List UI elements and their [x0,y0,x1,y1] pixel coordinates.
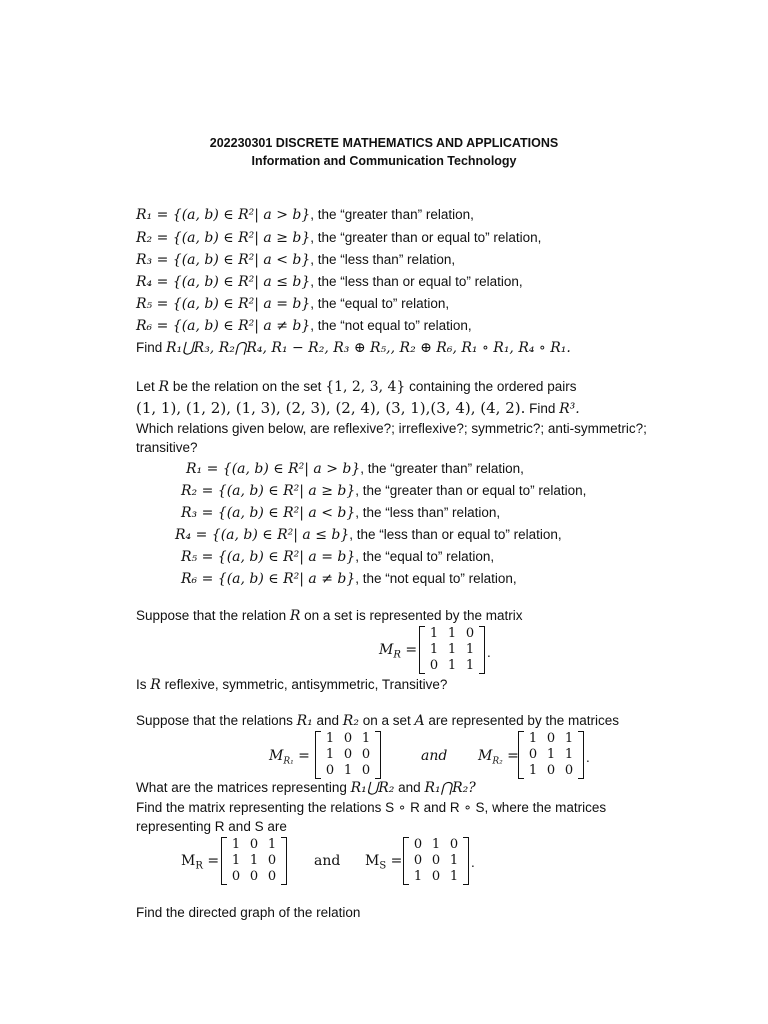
relation-line [136,273,523,291]
matrix-row [315,747,381,763]
text-span: and [312,713,343,728]
relation-desc: , the “less than or equal to” relation, [349,527,562,542]
matrix-cell: 0 [267,853,277,868]
matrix-cell: 1 [564,747,574,762]
relation-desc: , the “greater than” relation, [310,207,474,222]
matrices-intro-line [136,712,619,730]
matrix-row [518,763,584,779]
matrix-row [315,731,381,747]
directed-graph-line: Find the directed graph of the relation [136,905,361,920]
matrix-cell: 1 [429,642,439,657]
math-expression: R₁⋂R₂? [424,780,476,796]
relation-line [175,526,562,544]
matrix-period: . [487,645,491,660]
matrix-cell: 0 [564,763,574,778]
equals-sign: = [293,748,310,764]
matrix-row [518,747,584,763]
find-operations-line [136,339,571,357]
matrix-mr [221,837,287,885]
matrix-cell: 0 [431,869,441,884]
matrix-row [419,642,485,658]
matrix-cell: 1 [343,763,353,778]
matrix-cell: 1 [528,731,538,746]
matrix-cell: 1 [447,658,457,673]
matrix-row [403,853,469,869]
matrix-cell: 1 [465,658,475,673]
matrix-name: M [269,748,284,764]
matrix-name: M [181,853,196,869]
matrix-row [403,837,469,853]
relation-desc: , the “not equal to” relation, [355,571,517,586]
composite-intro-line: representing R and S are [136,819,287,834]
matrix-name: M [478,748,493,764]
matrix-cell: 1 [325,747,335,762]
matrix-cell: 1 [449,869,459,884]
matrix-cell: 1 [449,853,459,868]
matrix-cell: 1 [413,869,423,884]
matrix-row [403,869,469,885]
ordered-pairs: (1, 1), (1, 2), (1, 3), (2, 3), (2, 4), (3, 1),(3, 4), (4, 2). [136,399,526,417]
matrix-cell: 1 [465,642,475,657]
relation-desc: , the “less than” relation, [355,505,501,520]
matrix-intro-line [136,607,523,625]
math-symbol: R₂ [342,713,359,729]
matrix-mr [419,626,485,674]
matrix-label [365,852,402,876]
composite-intro-line: Find the matrix representing the relations S ∘ R and R ∘ S, where the matrices [136,800,607,815]
math-symbol: R [289,608,301,624]
text-span: Let [136,379,159,394]
matrix-cell: 1 [361,731,371,746]
matrix-cell: 1 [231,837,241,852]
matrix-cell: 0 [413,853,423,868]
relation-def: R₅ = {(a, b) ∈ R²| a = b} [136,296,311,312]
text-span: be the relation on the set [169,379,326,394]
relation-line [181,504,500,522]
matrix-label [269,747,310,771]
matrix-ms [403,837,469,885]
matrix-subscript: S [379,860,387,872]
question-line: Which relations given below, are reflexive?; irreflexive?; symmetric?; anti-symmetric?; [136,421,647,436]
relation-line [186,460,524,478]
equals-sign: = [502,748,519,764]
matrix-period: . [586,750,590,765]
relation-def: R₃ = {(a, b) ∈ R²| a < b} [181,505,356,521]
find-label: Find [525,401,560,416]
text-span: on a set [358,713,415,728]
equals-sign: = [400,642,418,658]
text-span: are represented by the matrices [424,713,619,728]
program-title: Information and Communication Technology [251,154,517,168]
relation-def: R₅ = {(a, b) ∈ R²| a = b} [181,549,356,565]
matrix-cell: 0 [267,869,277,884]
matrix-cell: 1 [429,626,439,641]
math-symbol: R₁ [296,713,313,729]
matrix-subscript: R [195,860,203,872]
matrix-name: M [379,642,394,658]
question-line [136,779,476,797]
matrix-row [419,658,485,674]
text-span: Suppose that the relations [136,713,297,728]
matrix-cell: 0 [231,869,241,884]
relation-def: R₂ = {(a, b) ∈ R²| a ≥ b} [181,483,356,499]
math-symbol: A [414,713,425,729]
matrix-label [478,747,519,771]
text-span: on a set is represented by the matrix [300,608,523,623]
relation-line [136,229,541,247]
find-expression: R₁⋃R₃, R₂⋂R₄, R₁ − R₂, R₃ ⊕ R₅,, R₂ ⊕ R₆, R₁ ∘ R₁, R₄ ∘ R₁. [166,340,571,356]
matrix-cell: 0 [361,763,371,778]
relation-desc: , the “less than” relation, [310,252,456,267]
matrix-cell: 1 [325,731,335,746]
matrix-row [518,731,584,747]
set-expression: {1, 2, 3, 4} [325,379,406,395]
relation-def: R₄ = {(a, b) ∈ R²| a ≤ b} [175,527,350,543]
matrix-cell: 0 [546,731,556,746]
matrix-cell: 0 [528,747,538,762]
relation-def: R₁ = {(a, b) ∈ R²| a > b} [136,207,311,223]
matrix-cell: 0 [325,763,335,778]
text-span: reflexive, symmetric, antisymmetric, Transitive? [160,677,448,692]
relation-line [136,206,474,224]
math-symbol: R [158,379,170,395]
matrix-cell: 0 [546,763,556,778]
question-line: transitive? [136,440,198,455]
matrix-cell: 1 [267,837,277,852]
relation-def: R₆ = {(a, b) ∈ R²| a ≠ b} [181,571,356,587]
relation-def: R₂ = {(a, b) ∈ R²| a ≥ b} [136,230,311,246]
relation-desc: , the “greater than or equal to” relation, [355,483,587,498]
matrix-row [221,837,287,853]
relation-line [136,317,472,335]
find-expression: R³. [559,401,580,417]
relation-line [181,548,494,566]
text-span: Is [136,677,151,692]
relation-line [181,570,517,588]
matrix-cell: 1 [528,763,538,778]
matrix-cell: 1 [431,837,441,852]
matrix-cell: 0 [249,837,259,852]
matrix-subscript: R [393,649,401,661]
matrix-mr1 [315,731,381,779]
relation-desc: , the “greater than” relation, [360,461,524,476]
matrix-cell: 1 [546,747,556,762]
matrix-name: M [365,853,380,869]
matrix-row [221,869,287,885]
matrix-cell: 0 [431,853,441,868]
find-label: Find [136,340,167,355]
relation-intro-line [136,378,576,396]
matrix-row [315,763,381,779]
matrix-cell: 1 [447,626,457,641]
matrix-label [181,852,219,876]
matrix-subscript: R₁ [283,756,294,767]
text-span: Suppose that the relation [136,608,290,623]
relation-desc: , the “less than or equal to” relation, [310,274,523,289]
matrix-cell: 0 [249,869,259,884]
and-word: and [314,853,341,869]
matrix-label [379,641,417,665]
question-line [136,676,447,694]
course-title: 202230301 DISCRETE MATHEMATICS AND APPLICATIONS [209,136,559,150]
relation-line [136,295,449,313]
matrix-mr2 [518,731,584,779]
matrix-cell: 0 [343,731,353,746]
equals-sign: = [386,853,403,869]
matrix-cell: 0 [343,747,353,762]
relation-desc: , the “equal to” relation, [310,296,450,311]
math-symbol: R [150,677,161,693]
matrix-cell: 0 [429,658,439,673]
relation-desc: , the “not equal to” relation, [310,318,472,333]
matrix-cell: 1 [249,853,259,868]
text-span: and [394,780,425,795]
matrix-cell: 0 [449,837,459,852]
text-span: containing the ordered pairs [405,379,577,394]
matrix-cell: 0 [465,626,475,641]
relation-desc: , the “greater than or equal to” relation, [310,230,542,245]
relation-def: R₄ = {(a, b) ∈ R²| a ≤ b} [136,274,311,290]
math-expression: R₁⋃R₂ [350,780,395,796]
equals-sign: = [202,853,220,869]
matrix-row [221,853,287,869]
matrix-row [419,626,485,642]
matrix-cell: 1 [564,731,574,746]
relation-desc: , the “equal to” relation, [355,549,495,564]
and-word: and [421,748,448,764]
relation-line [136,251,455,269]
matrix-cell: 0 [413,837,423,852]
relation-def: R₃ = {(a, b) ∈ R²| a < b} [136,252,311,268]
text-span: What are the matrices representing [136,780,351,795]
matrix-cell: 0 [361,747,371,762]
matrix-cell: 1 [231,853,241,868]
relation-def: R₁ = {(a, b) ∈ R²| a > b} [186,461,361,477]
relation-def: R₆ = {(a, b) ∈ R²| a ≠ b} [136,318,311,334]
matrix-cell: 1 [447,642,457,657]
matrix-period: . [471,855,475,870]
ordered-pairs-line [136,399,580,418]
relation-line [181,482,586,500]
matrix-subscript: R₂ [492,756,503,767]
